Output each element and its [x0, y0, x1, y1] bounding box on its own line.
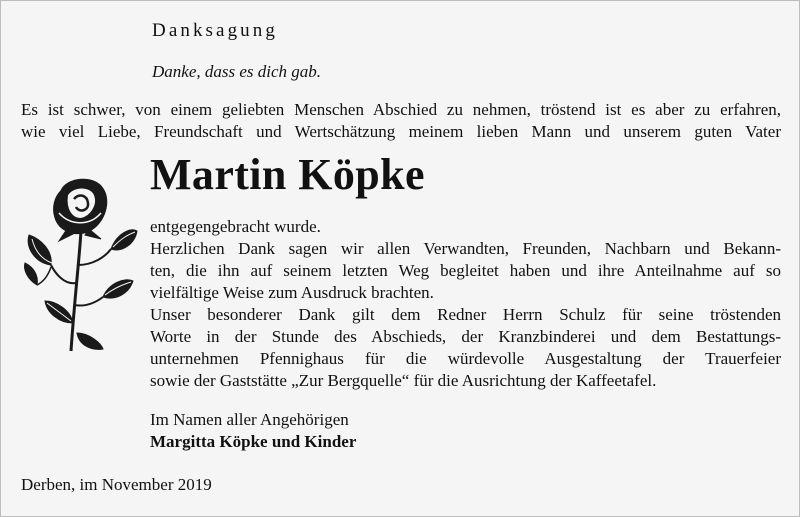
- notice-motto: Danke, dass es dich gab.: [152, 62, 322, 81]
- place-date: Derben, im November 2019: [21, 475, 212, 494]
- intro-line: wie viel Liebe, Freundschaft und Wertschätzung meinem lieben Mann und unserem guten Vater: [21, 122, 781, 141]
- body-line: ten, die ihn auf seinem letzten Weg begleitet haben und ihre Anteilnahme auf so: [150, 261, 781, 280]
- closing-text: Im Namen aller Angehörigen: [150, 410, 349, 429]
- body-line: Worte in der Stunde des Abschieds, der Kranzbinderei und dem Bestattungs-: [150, 327, 781, 346]
- body-line: sowie der Gaststätte „Zur Bergquelle“ für die Ausrichtung der Kaffeetafel.: [150, 371, 657, 390]
- body-line: Unser besonderer Dank gilt dem Redner Herrn Schulz für seine tröstenden: [150, 305, 781, 324]
- signature: Margitta Köpke und Kinder: [150, 432, 357, 451]
- body-line: vielfältige Weise zum Ausdruck brachten.: [150, 283, 434, 302]
- body-line: entgegengebracht wurde.: [150, 217, 321, 236]
- body-line: unternehmen Pfennighaus für die würdevolle Ausgestaltung der Trauerfeier: [150, 349, 781, 368]
- notice-heading: Danksagung: [152, 20, 278, 41]
- deceased-name: Martin Köpke: [150, 150, 425, 199]
- rose-icon: [19, 173, 141, 353]
- intro-line: Es ist schwer, von einem geliebten Menschen Abschied zu nehmen, tröstend ist es aber zu erfahren,: [21, 100, 781, 119]
- body-line: Herzlichen Dank sagen wir allen Verwandten, Freunden, Nachbarn und Bekann-: [150, 239, 781, 258]
